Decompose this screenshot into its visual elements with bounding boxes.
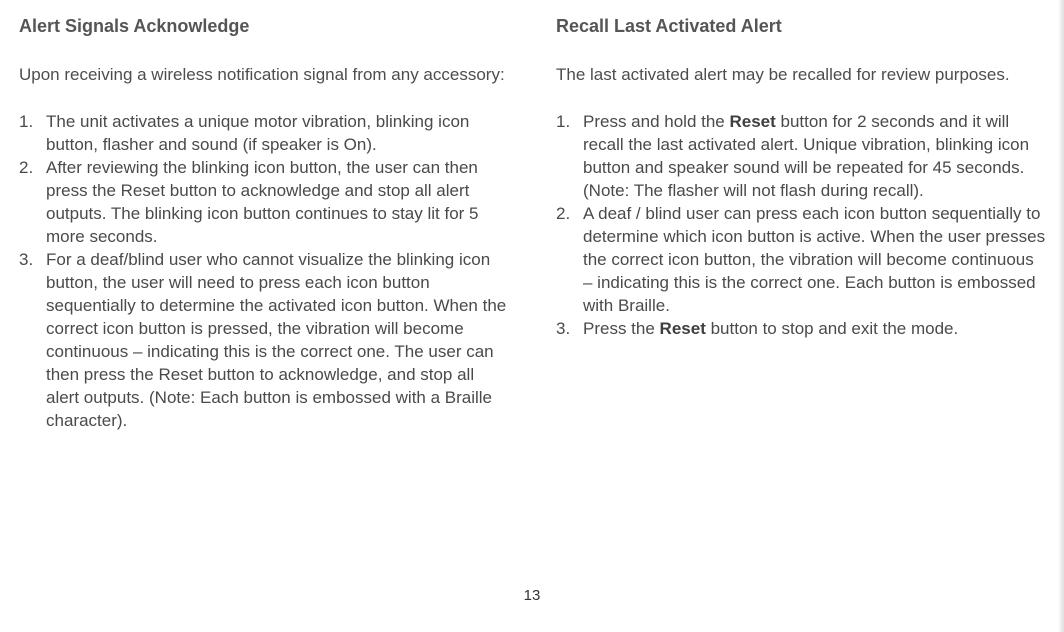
item-text-pre: Press the [583, 319, 660, 338]
steps-list [19, 110, 509, 432]
item-number: 3. [19, 250, 34, 269]
item-text-pre: A deaf / blind user can press each icon button sequentially to determine which icon button is active. When the user presses the correct icon button, the vibration will become continuous – indicating this is the correct one. Each button is embossed with Braille. [583, 204, 1046, 315]
item-text-post: button for 2 seconds and it will recall the last activated alert. Unique vibration, blinking icon button and speaker sound will be repeated for 45 seconds. (Note: The flasher will not flash during recall). [583, 112, 1030, 200]
item-number: 1. [19, 112, 34, 131]
item-number: 2. [19, 158, 34, 177]
left-column [19, 14, 509, 432]
section-intro: Upon receiving a wireless notification signal from any accessory: [19, 65, 505, 84]
reset-keyword: Reset [729, 112, 776, 131]
list-item [19, 248, 509, 432]
item-text: For a deaf/blind user who cannot visualize the blinking icon button, the user will need to press each icon button sequentially to determine the activated icon button. When the correct icon button is pressed, the vibration will become continuous – indicating this is the correct one. The user can then press the Reset button to acknowledge, and stop all alert outputs. (Note: Each button is embossed with a Braille character). [46, 250, 507, 430]
item-text: The unit activates a unique motor vibration, blinking icon button, flasher and sound (if speaker is On). [46, 112, 470, 154]
right-column [556, 14, 1046, 340]
item-text-pre: Press and hold the [583, 112, 730, 131]
item-number: 3. [556, 319, 571, 338]
item-text: After reviewing the blinking icon button, the user can then press the Reset button to acknowledge and stop all alert outputs. The blinking icon button continues to stay lit for 5 more seconds. [46, 158, 479, 246]
item-number: 2. [556, 204, 571, 223]
section-heading-recall: Recall Last Activated Alert [556, 16, 782, 36]
page-edge-shadow [1058, 0, 1064, 632]
steps-list [556, 110, 1046, 340]
section-intro: The last activated alert may be recalled for review purposes. [556, 65, 1010, 84]
item-number: 1. [556, 112, 571, 131]
list-item [556, 317, 1046, 340]
reset-keyword: Reset [659, 319, 706, 338]
page-number: 13 [523, 587, 541, 604]
list-item [19, 110, 509, 156]
item-text-post: button to stop and exit the mode. [705, 319, 959, 338]
list-item [556, 202, 1046, 317]
list-item [556, 110, 1046, 202]
section-heading-alert-signals: Alert Signals Acknowledge [19, 16, 250, 36]
list-item [19, 156, 509, 248]
